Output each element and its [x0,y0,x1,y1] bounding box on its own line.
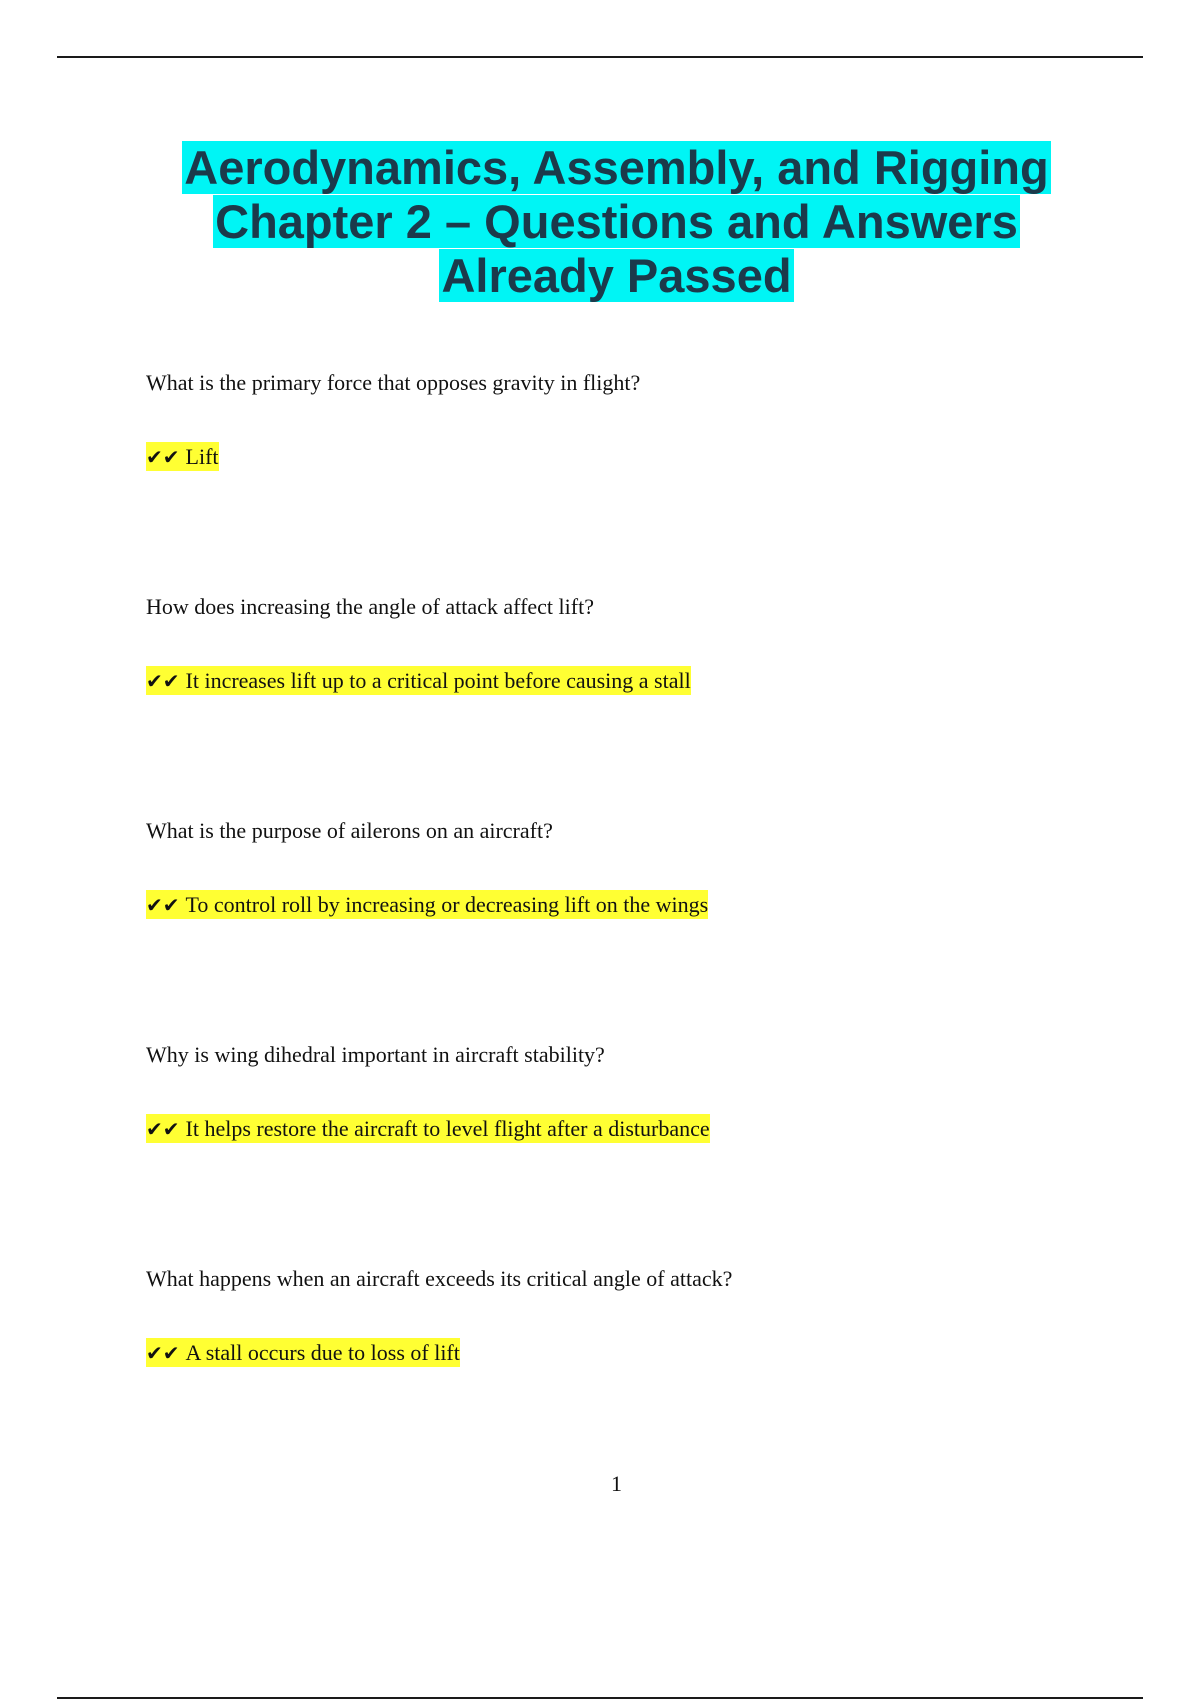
answer-highlight [146,442,219,471]
answer-highlight [146,1114,710,1143]
answer-line [146,667,691,695]
document-title [100,141,1133,303]
answer-line [146,891,708,919]
top-rule [57,56,1143,58]
double-check-icon: ✔✔ [146,669,180,693]
answer-highlight [146,890,708,919]
answer-text: To control roll by increasing or decreasing lift on the wings [185,892,709,917]
double-check-icon: ✔✔ [146,1341,180,1365]
title-line-1: Aerodynamics, Assembly, and Rigging [184,141,1049,194]
answer-highlight [146,1338,460,1367]
title-line-2: Chapter 2 – Questions and Answers [215,195,1018,248]
question-text: Why is wing dihedral important in aircraft stability? [146,1042,605,1067]
page-number: 1 [611,1471,622,1496]
double-check-icon: ✔✔ [146,445,180,469]
answer-text: A stall occurs due to loss of lift [185,1340,460,1365]
answer-text: It helps restore the aircraft to level flight after a disturbance [185,1116,710,1141]
answer-line [146,1115,710,1143]
question-text: How does increasing the angle of attack affect lift? [146,594,594,619]
bottom-rule [57,1697,1143,1699]
double-check-icon: ✔✔ [146,893,180,917]
question-text: What is the purpose of ailerons on an aircraft? [146,818,553,843]
answer-text: It increases lift up to a critical point before causing a stall [185,668,691,693]
answer-line [146,1339,460,1367]
question-text: What happens when an aircraft exceeds its critical angle of attack? [146,1266,733,1291]
title-line-3: Already Passed [441,249,792,302]
question-text: What is the primary force that opposes gravity in flight? [146,370,641,395]
answer-text: Lift [185,444,219,469]
answer-highlight [146,666,691,695]
answer-line [146,443,219,471]
double-check-icon: ✔✔ [146,1117,180,1141]
